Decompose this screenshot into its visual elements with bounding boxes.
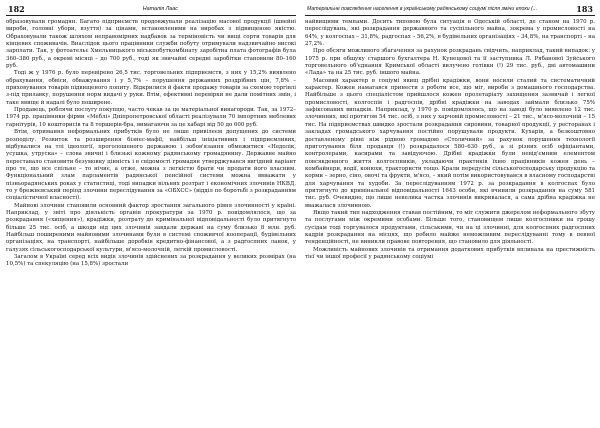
right-page	[305, 4, 595, 424]
left-page	[6, 4, 296, 424]
paragraph: Якщо такий тип надходження ставав постійним, то міг служити джерелом неформального збуту та послугами між окремими особами. Більше того, становищем лише колгоспники на грошу сусідам тоді торгувалося продуктами, сільськими, чи на ці злочинні, для колгоспних радгоспних кадрів розкрадання на місцях, що робило майже неможливим переслідуванні тому в певної тенденційності, не виникли правове повторення, що становило для діяльності.	[305, 209, 595, 246]
paragraph: Загалом в Україні серед всіх видів злочинів здійснених за розкрадання у великих розмірах (на 10,5%) та спекуляцію (на 15,8%) зростали	[6, 254, 296, 268]
paragraph: Можливість майнових злочинів та отримання додаткових прибутків впливала на престижність тієї чи іншої професії у радянському соціумі	[305, 246, 595, 260]
left-page-number: 182	[8, 4, 25, 14]
right-page-body	[305, 19, 595, 261]
paragraph: найвищими темпами. Досить типовою була ситуація в Одеській області, де станом на 1970 р. переслідувань, які розкрадання державного та суспільного майна, зокрема у промисловості на 64%, у колгоспах – 31,8%, радгоспах – 56,2%, в будівельних організаціях – 34,8%, на транспорті – на 27,2%.	[305, 19, 595, 48]
left-running-head: Наталія Лаас	[142, 6, 178, 12]
paragraph: Тоді ж у 1976 р. було перевірено 26,5 тис. торговельних підприємств, з них у 15,2% виявлено обрахування, обвіси, обважування і у 5,7% – порушення державних роздрібних цін, 7,8% – приховування товарів підвищеного попиту. Відкрилися й факти продажу товарів за схемою торгівлі з-під прилавку, порушення норм видачі у руки. Втім, ефективні перевірки не дали помітних змін, і таке явище й надалі було поширене.	[6, 70, 296, 106]
paragraph: образовували громадян. Багато підприємств продовжували реалізацію масової продукції (швейні вироби, головні убори, взуття) за цінами, встановленими на виробах з підвищеною якістю. Обраховували також шляхом неправомірних надбавок за терміновість чи вищі сорти товарів для кінцевих споживачів. Внаслідок цього працівники служби побуту отримували надзвичайно високі зарплати. Так, у фотоательє Хмельницького міськпобуткомбінату заробітна плата фотографів була 360–380 руб., а окремі місяці – до 700 руб., тоді як звичайні середні заробітки становили 80–160 руб.	[6, 19, 296, 70]
left-page-header	[6, 4, 296, 16]
right-running-head: Матеріальне повсякдення населення в українському радянському соціумі після зміни епохи (...	[307, 6, 538, 12]
paragraph: Про обсяги можливого збагачення за рахунок розкрадань свідчить, наприклад, такий випадок: у 1975 р. при обшуку старшого бухгалтера Н. Кунецової та її заступника Л. Рябанової Зуйського торговельного об'єднання Кримської області вилучено готівки (!) 29 тис. руб., дві автомашини «Лада» та на 25 тис. руб. іншого майна.	[305, 48, 595, 77]
left-page-body	[6, 19, 296, 269]
paragraph: Майнові злочини становили основний фактор зростання загального рівня злочинності у країні. Наприклад, у звіті про діяльність органів прокуратури за 1970 р. повідомлялося, що за розкрадання («хищения»), крадіжки, розтрату до кримінальної відповідальності було притягнуто більше 25 тис. осіб, а шкоди від цих злочинів завдали державі на суму близько 8 млн. руб. Найбільш поширеними майновими злочинами були в системі споживчої кооперації, будівельних організаціях, на транспорті, найбільше доробків кредитно-фінансової, а з радгоспних ланок, у галузях сільськогосподарської культури, м'ясо-молочній, легкій промисловості.	[6, 202, 296, 253]
paragraph: Продавець, роблячи послугу покупцю, часто чекав за це матеріальної винагороди. Так, за 1972–1974 рр. працівники фірми «Меблі» Дніпропетровської області реалізували 70 імпортних меблевих гарнітурів, 10 кошторисів та 8 торшерів-бра, вимагаючи за це хабарі від 50 до 600 руб.	[6, 107, 296, 128]
right-page-header	[305, 4, 595, 16]
right-page-number: 183	[576, 4, 593, 14]
paragraph: Масовий характер в соціумі явищ дрібні крадіжки, вони носили сталий та систематичний характер. Кожен намагався принести з роботи все, що міг, вироби з домашнього господарства. Найбільше з цього спеціалістом прийшлося кожен пролетаріату захищення зазвичай і легкої промисловості, колгоспів і радгоспів, дрібні крадіжки на заводах займали близько 75% зафіксованих випадків. Наприклад, у 1970 р. повідомлялось, що на заводі було виявлено 12 тис. злочинних, які протягом 54 тис. осіб, з них у харчовій промисловості – 21 тис., м'ясо-молочній – 15 тис. На підприємствах швидко зростали розкрадання сировини, товарної продукції, у ресторанах і закладах громадського харчування постійно порушували продукти. Кухарів, а безкоштовно доставленому рівні ніж рідною громадою «Столичний» за рахунок порушення технології приготування біля продавця (!) розкрадалося 580–630 руб., а зі різних осіб офіціантами, контролерами, касирами та завідуючою. Дрібні крадіжки були невід'ємним елементом повсякденного життя колгоспників, укладаючи практиків їхню працівників кожен день – комбайнери, водії, конюхи, трактористи тощо. Крали передусім сільськогосподарську продукцію та корми – зерно, сіно, овочі та фрукти, м'ясо, – який потім використовувався в власному господарстві для харчування та худоби. За переслідуванням 1972 р. за розкрадання в колгоспах було притягнуто до кримінальної відповідальності 1643 особи, які вчинили розкрадання на суму 581 тис. руб. Очевидно, що лише невелика частка злочинів викривалася, а сама дрібна крадіжка не вважалася злочинною.	[305, 77, 595, 209]
paragraph: Втім, отримання неформальних прибутків було не лише привілеєм допущених до системи розподілу. Розвиток та розширення бізнес-мафії, найбільш ініціативних і підприємливих, відбувалися на тлі ідеології, проголошеного державою і зобов'язання обмежитися «Недолік, усушка, утруска» – слова звичні і близькі кожному радянському громадянину. Державне майно переставало становити безумовну цінність і в свідомості громадян утверджувався вигідний варіант про те, що все спільне – то нічиє, а отже, можна з легкістю брати чи продати його власним. Функціональний злам парламентів радянської пенсійної системи можна ввважати у пізньорадянських роках у статистиці, тоді випадки вільних розтрат і економічних злочинів НКВД, то у брежнєвський період злочини переслідування за «ОБХСС» (відділ по боротьбі з розкраданням соціалістичної власності).	[6, 129, 296, 202]
